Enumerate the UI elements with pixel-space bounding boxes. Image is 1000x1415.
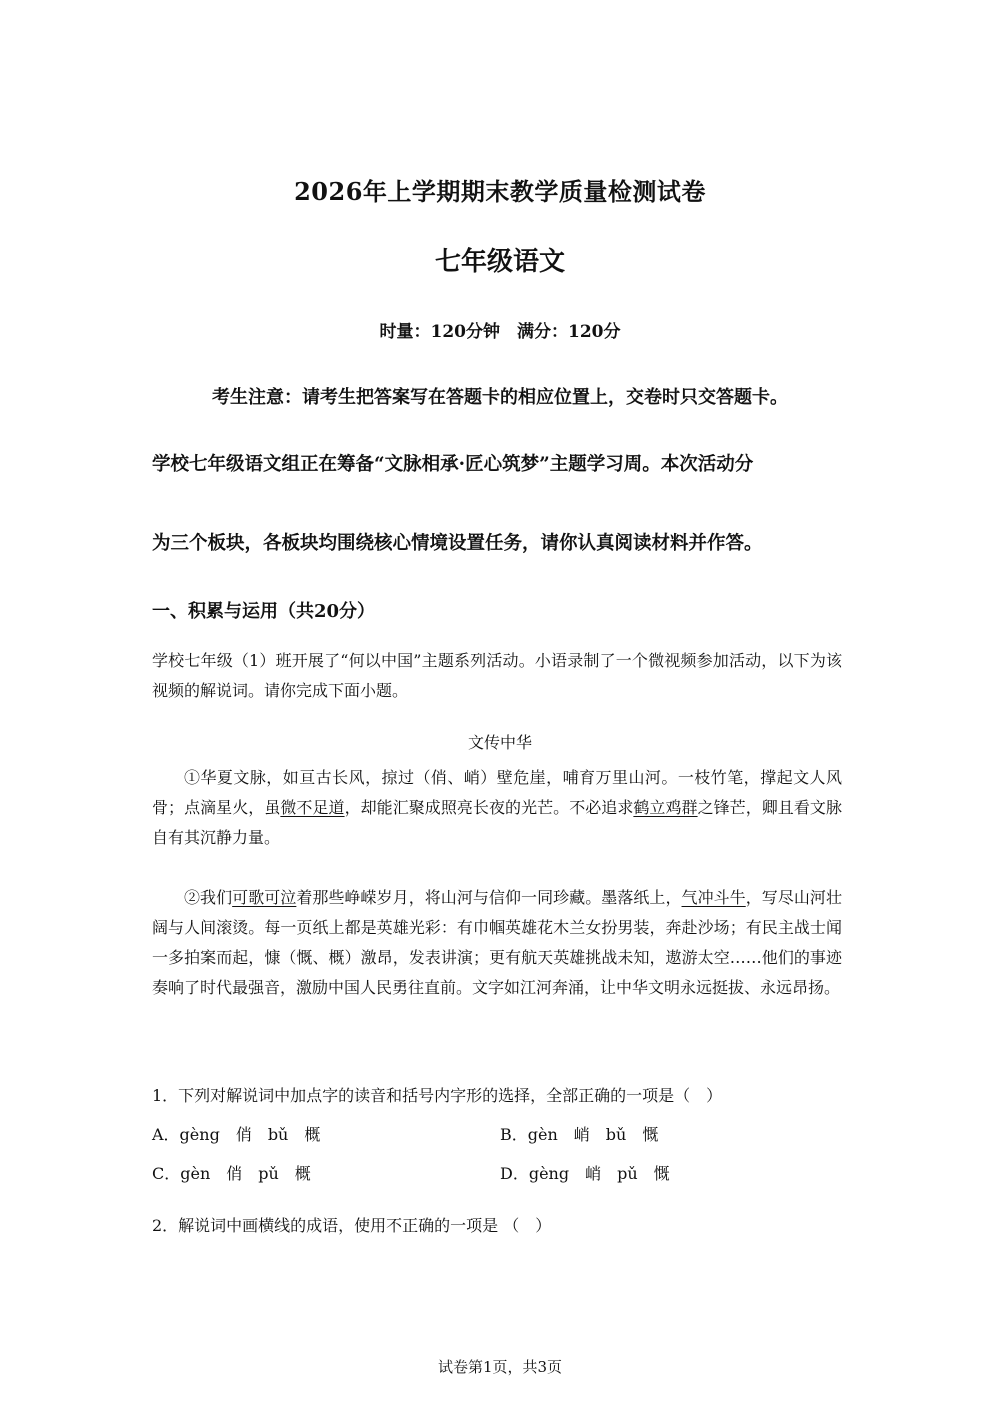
exam-title: 2026年上学期期末教学质量检测试卷 [294,177,706,206]
q1-option-b: B．gèn 峭 bǔ 慨 [500,1125,659,1144]
intro-line-2: 为三个板块，各板块均围绕核心情境设置任务，请你认真阅读材料并作答。 [152,533,763,554]
idiom-underlined: 气冲斗牛 [681,888,746,907]
p1-text: 之锋芒，卿且看文脉自有其沉静力量。 [152,798,842,847]
exam-subtitle: 七年级语文 [434,247,565,277]
p2-text: 着那些峥嵘岁月，将山河与信仰一同珍藏。墨落纸上， [296,888,682,907]
section-lead: 学校七年级（1）班开展了“何以中国”主题系列活动。小语录制了一个微视频参加活动，以下为该视频的解说词。请你完成下面小题。 [152,651,842,700]
question-2: 2．解说词中画横线的成语，使用不正确的一项是 （ ） [152,1216,552,1235]
q1-option-c: C．gèn 俏 pǔ 概 [152,1164,311,1183]
exam-meta: 时量：120分钟 满分：120分 [379,322,621,342]
passage-paragraph-1 [152,763,842,853]
passage-title: 文传中华 [467,733,532,752]
q1-option-d: D．gèng 峭 pǔ 慨 [500,1164,670,1183]
q1-option-a: A．gèng 俏 bǔ 概 [152,1125,321,1144]
question-1: 1．下列对解说词中加点字的读音和括号内字形的选择，全部正确的一项是（ ） [152,1086,723,1105]
idiom-underlined: 可歌可泣 [232,888,297,907]
p1-text: ，却能汇聚成照亮长夜的光芒。不必追求 [344,798,634,817]
idiom-underlined: 鹤立鸡群 [633,798,698,817]
intro-line-1: 学校七年级语文组正在筹备“文脉相承·匠心筑梦”主题学习周。本次活动分 [152,454,754,475]
p1-text: ①华夏文脉，如亘古长风，掠过（俏、峭）壁危崖，哺育万里山河。一枝竹笔，撑起文人风骨；点滴星火，虽 [152,768,842,817]
p2-text: ，写尽山河壮阔与人间滚烫。每一页纸上都是英雄光彩：有巾帼英雄花木兰女扮男装，奔赴沙场；有民主战士闻一多拍案而起，慷（慨、概）激昂，发表讲演；更有航天英雄挑战未知，遨游太空……他们的事迹奏响了时代最强音，激励中国人民勇往直前。文字如江河奔涌，让中华文明永远挺拔、永远昂扬。 [152,888,842,997]
page-footer: 试卷第1页，共3页 [437,1358,563,1376]
p2-text: ②我们 [184,888,233,907]
exam-notice: 考生注意：请考生把答案写在答题卡的相应位置上，交卷时只交答题卡。 [212,387,788,408]
passage-paragraph-2 [152,883,842,1003]
idiom-underlined: 微不足道 [280,798,345,817]
section-heading: 一、积累与运用（共20分） [152,601,376,622]
